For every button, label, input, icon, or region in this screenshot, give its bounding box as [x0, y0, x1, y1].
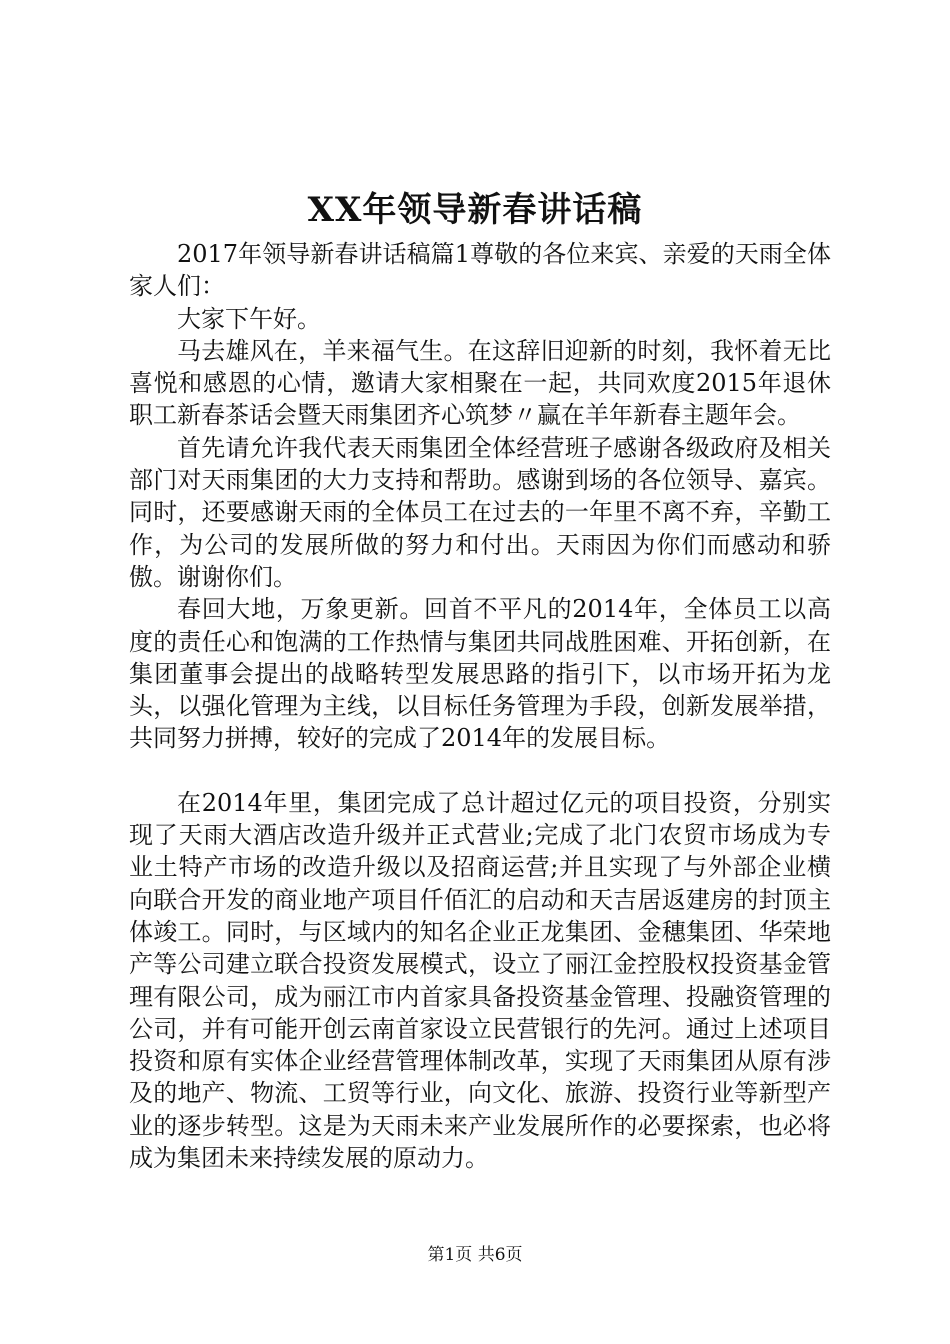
document-body: [129, 238, 831, 1174]
paragraph-opening: 马去雄风在，羊来福气生。在这辞旧迎新的时刻，我怀着无比喜悦和感恩的心情，邀请大家相聚在一起，共同欢度2015年退休职工新春茶话会暨天雨集团齐心筑梦〃赢在羊年新春主题年会。: [129, 336, 831, 430]
page-footer: 第1页 共6页: [427, 1245, 523, 1265]
paragraph-thanks: 首先请允许我代表天雨集团全体经营班子感谢各级政府及相关部门对天雨集团的大力支持和帮助。感谢到场的各位领导、嘉宾。同时，还要感谢天雨的全体员工在过去的一年里不离不弃，辛勤工作，为公司的发展所做的努力和付出。天雨因为你们而感动和骄傲。谢谢你们。: [129, 433, 831, 591]
paragraph-greeting: 2017年领导新春讲话稿篇1尊敬的各位来宾、亲爱的天雨全体家人们：: [129, 240, 831, 301]
paragraph-spacer: [129, 755, 831, 787]
paragraph-salutation: 大家下午好。: [177, 304, 321, 333]
paragraph-review: 春回大地，万象更新。回首不平凡的2014年，全体员工以高度的责任心和饱满的工作热情与集团共同战胜困难、开拓创新，在集团董事会提出的战略转型发展思路的指引下，以市场开拓为龙头，以强化管理为主线，以目标任务管理为手段，创新发展举措，共同努力拼搏，较好的完成了2014年的发展目标。: [129, 595, 831, 753]
document-title: XX年领导新春讲话稿: [307, 190, 643, 230]
paragraph-achievements: 在2014年里，集团完成了总计超过亿元的项目投资，分别实现了天雨大酒店改造升级并正式营业;完成了北门农贸市场成为专业土特产市场的改造升级以及招商运营;并且实现了与外部企业横向联合开发的商业地产项目仟佰汇的启动和天吉居返建房的封顶主体竣工。同时，与区域内的知名企业正龙集团、金穗集团、华荣地产等公司建立联合投资发展模式，设立了丽江金控股权投资基金管理有限公司，成为丽江市内首家具备投资基金管理、投融资管理的公司，并有可能开创云南首家设立民营银行的先河。通过上述项目投资和原有实体企业经营管理体制改革，实现了天雨集团从原有涉及的地产、物流、工贸等行业，向文化、旅游、投资行业等新型产业的逐步转型。这是为天雨未来产业发展所作的必要探索，也必将成为集团未来持续发展的原动力。: [129, 788, 831, 1173]
